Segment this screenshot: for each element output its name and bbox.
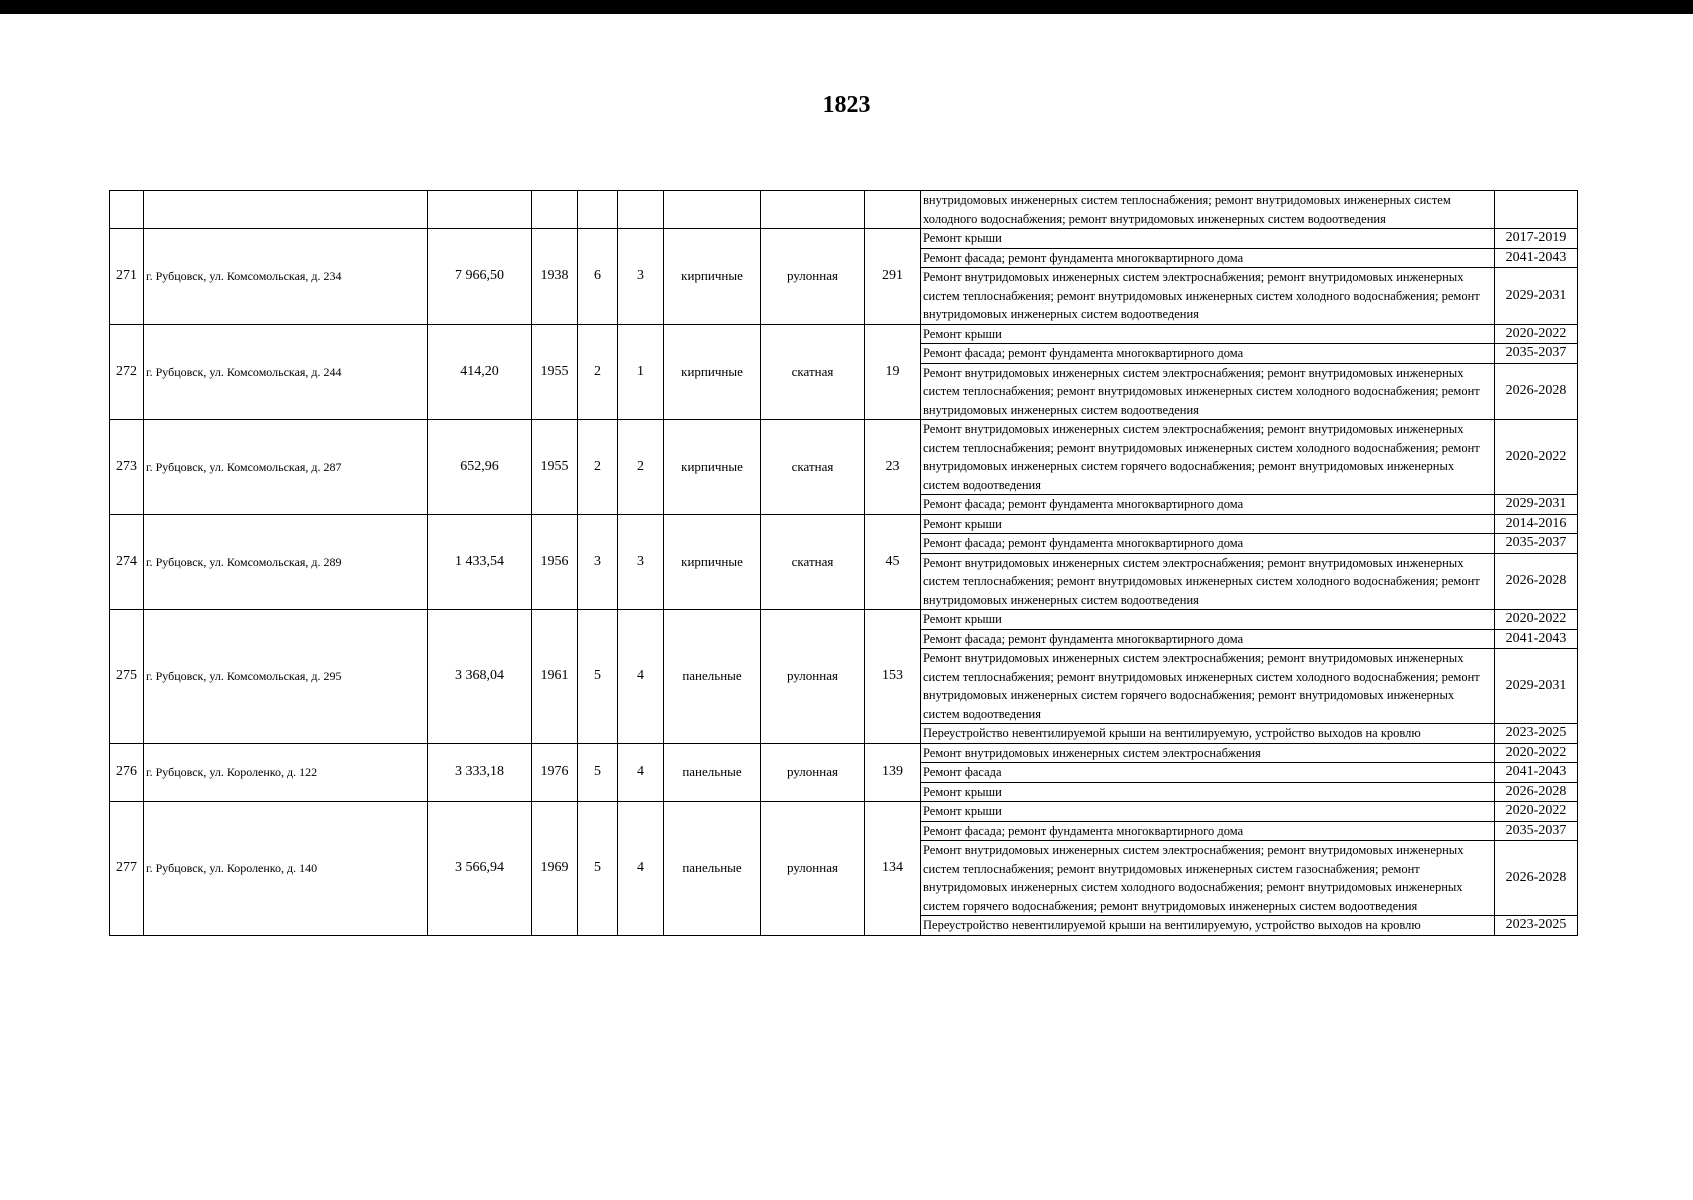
- work-period: 2026-2028: [1495, 363, 1578, 420]
- work-description: Ремонт крыши: [921, 514, 1495, 534]
- work-description: Ремонт крыши: [921, 324, 1495, 344]
- wall-material: кирпичные: [664, 420, 761, 515]
- wall-material: кирпичные: [664, 324, 761, 420]
- row-number: 275: [110, 610, 144, 744]
- work-period: 2020-2022: [1495, 743, 1578, 763]
- build-year: 1976: [532, 743, 578, 802]
- work-description: Ремонт крыши: [921, 229, 1495, 249]
- work-description: Ремонт внутридомовых инженерных систем электроснабжения: [921, 743, 1495, 763]
- row-number: 273: [110, 420, 144, 515]
- total-area: 3 566,94: [428, 802, 532, 936]
- work-description: Ремонт внутридомовых инженерных систем электроснабжения; ремонт внутридомовых инженерных систем теплоснабжения; ремонт внутридомовых инженерных систем холодного водоснабжения; ремонт внутридомовых инженерных систем водоотведения: [921, 363, 1495, 420]
- total-area: 3 368,04: [428, 610, 532, 744]
- address: г. Рубцовск, ул. Комсомольская, д. 244: [144, 324, 428, 420]
- scan-top-border: [0, 0, 1693, 14]
- residents-count: 153: [865, 610, 921, 744]
- row-number: 277: [110, 802, 144, 936]
- table-row: [110, 610, 1578, 630]
- repair-program-table: [109, 190, 1578, 936]
- entrances-count: 2: [618, 420, 664, 515]
- empty-cell: [144, 191, 428, 229]
- residents-count: 139: [865, 743, 921, 802]
- row-number: 274: [110, 514, 144, 610]
- residents-count: 45: [865, 514, 921, 610]
- build-year: 1956: [532, 514, 578, 610]
- work-description: Переустройство невентилируемой крыши на вентилируемую, устройство выходов на кровлю: [921, 724, 1495, 744]
- work-description: Ремонт внутридомовых инженерных систем электроснабжения; ремонт внутридомовых инженерных систем теплоснабжения; ремонт внутридомовых инженерных систем холодного водоснабжения; ремонт внутридомовых инженерных систем водоотведения: [921, 268, 1495, 325]
- row-number: 276: [110, 743, 144, 802]
- work-description: Ремонт внутридомовых инженерных систем электроснабжения; ремонт внутридомовых инженерных систем теплоснабжения; ремонт внутридомовых инженерных систем холодного водоснабжения; ремонт внутридомовых инженерных систем горячего водоснабжения; ремонт внутридомовых инженерных систем водоотведения: [921, 420, 1495, 495]
- work-description: Ремонт фасада; ремонт фундамента многоквартирного дома: [921, 821, 1495, 841]
- table-row-continuation: [110, 191, 1578, 229]
- work-description: внутридомовых инженерных систем теплоснабжения; ремонт внутридомовых инженерных систем холодного водоснабжения; ремонт внутридомовых инженерных систем водоотведения: [921, 191, 1495, 229]
- empty-cell: [428, 191, 532, 229]
- roof-type: рулонная: [761, 229, 865, 325]
- work-description: Ремонт внутридомовых инженерных систем электроснабжения; ремонт внутридомовых инженерных систем теплоснабжения; ремонт внутридомовых инженерных систем газоснабжения; ремонт внутридомовых инженерных систем холодного водоснабжения; ремонт внутридомовых инженерных систем горячего водоснабжения; ремонт внутридомовых инженерных систем водоотведения: [921, 841, 1495, 916]
- residents-count: 19: [865, 324, 921, 420]
- work-period: 2035-2037: [1495, 534, 1578, 554]
- page-number: 1823: [822, 92, 871, 118]
- total-area: 3 333,18: [428, 743, 532, 802]
- work-period: 2029-2031: [1495, 268, 1578, 325]
- work-period: 2026-2028: [1495, 841, 1578, 916]
- address: г. Рубцовск, ул. Короленко, д. 140: [144, 802, 428, 936]
- entrances-count: 3: [618, 229, 664, 325]
- address: г. Рубцовск, ул. Комсомольская, д. 289: [144, 514, 428, 610]
- total-area: 7 966,50: [428, 229, 532, 325]
- empty-cell: [865, 191, 921, 229]
- work-description: Ремонт внутридомовых инженерных систем электроснабжения; ремонт внутридомовых инженерных систем теплоснабжения; ремонт внутридомовых инженерных систем холодного водоснабжения; ремонт внутридомовых инженерных систем горячего водоснабжения; ремонт внутридомовых инженерных систем водоотведения: [921, 649, 1495, 724]
- empty-cell: [532, 191, 578, 229]
- table-row: [110, 743, 1578, 763]
- work-description: Ремонт фасада; ремонт фундамента многоквартирного дома: [921, 344, 1495, 364]
- roof-type: скатная: [761, 324, 865, 420]
- work-description: Ремонт крыши: [921, 610, 1495, 630]
- residents-count: 23: [865, 420, 921, 515]
- floors-count: 5: [578, 802, 618, 936]
- work-period: 2026-2028: [1495, 782, 1578, 802]
- address: г. Рубцовск, ул. Комсомольская, д. 287: [144, 420, 428, 515]
- total-area: 1 433,54: [428, 514, 532, 610]
- wall-material: кирпичные: [664, 514, 761, 610]
- wall-material: панельные: [664, 610, 761, 744]
- work-period: 2020-2022: [1495, 802, 1578, 822]
- floors-count: 5: [578, 610, 618, 744]
- table-body: [110, 191, 1578, 936]
- work-description: Ремонт крыши: [921, 802, 1495, 822]
- work-period: 2035-2037: [1495, 344, 1578, 364]
- residents-count: 134: [865, 802, 921, 936]
- work-period: 2029-2031: [1495, 649, 1578, 724]
- entrances-count: 1: [618, 324, 664, 420]
- build-year: 1955: [532, 324, 578, 420]
- work-period: 2041-2043: [1495, 763, 1578, 783]
- floors-count: 5: [578, 743, 618, 802]
- work-description: Ремонт фасада; ремонт фундамента многоквартирного дома: [921, 495, 1495, 515]
- work-period: 2017-2019: [1495, 229, 1578, 249]
- table-row: [110, 324, 1578, 344]
- roof-type: рулонная: [761, 743, 865, 802]
- work-period: 2014-2016: [1495, 514, 1578, 534]
- entrances-count: 4: [618, 743, 664, 802]
- build-year: 1969: [532, 802, 578, 936]
- floors-count: 3: [578, 514, 618, 610]
- row-number: 272: [110, 324, 144, 420]
- build-year: 1961: [532, 610, 578, 744]
- floors-count: 6: [578, 229, 618, 325]
- empty-cell: [110, 191, 144, 229]
- total-area: 414,20: [428, 324, 532, 420]
- work-period: 2035-2037: [1495, 821, 1578, 841]
- roof-type: рулонная: [761, 802, 865, 936]
- work-period: 2041-2043: [1495, 629, 1578, 649]
- empty-cell: [761, 191, 865, 229]
- entrances-count: 3: [618, 514, 664, 610]
- total-area: 652,96: [428, 420, 532, 515]
- build-year: 1938: [532, 229, 578, 325]
- roof-type: рулонная: [761, 610, 865, 744]
- work-description: Ремонт фасада; ремонт фундамента многоквартирного дома: [921, 629, 1495, 649]
- work-period: 2023-2025: [1495, 916, 1578, 936]
- work-period: 2026-2028: [1495, 553, 1578, 610]
- work-description: Переустройство невентилируемой крыши на вентилируемую, устройство выходов на кровлю: [921, 916, 1495, 936]
- work-period: 2020-2022: [1495, 324, 1578, 344]
- row-number: 271: [110, 229, 144, 325]
- work-period: 2020-2022: [1495, 610, 1578, 630]
- roof-type: скатная: [761, 514, 865, 610]
- work-period: [1495, 191, 1578, 229]
- table-row: [110, 802, 1578, 822]
- address: г. Рубцовск, ул. Комсомольская, д. 234: [144, 229, 428, 325]
- roof-type: скатная: [761, 420, 865, 515]
- address: г. Рубцовск, ул. Комсомольская, д. 295: [144, 610, 428, 744]
- floors-count: 2: [578, 420, 618, 515]
- empty-cell: [664, 191, 761, 229]
- address: г. Рубцовск, ул. Короленко, д. 122: [144, 743, 428, 802]
- empty-cell: [618, 191, 664, 229]
- work-period: 2029-2031: [1495, 495, 1578, 515]
- work-period: 2041-2043: [1495, 248, 1578, 268]
- residents-count: 291: [865, 229, 921, 325]
- work-description: Ремонт крыши: [921, 782, 1495, 802]
- table-row: [110, 229, 1578, 249]
- work-description: Ремонт фасада; ремонт фундамента многоквартирного дома: [921, 248, 1495, 268]
- wall-material: панельные: [664, 743, 761, 802]
- floors-count: 2: [578, 324, 618, 420]
- work-description: Ремонт внутридомовых инженерных систем электроснабжения; ремонт внутридомовых инженерных систем теплоснабжения; ремонт внутридомовых инженерных систем холодного водоснабжения; ремонт внутридомовых инженерных систем водоотведения: [921, 553, 1495, 610]
- work-description: Ремонт фасада; ремонт фундамента многоквартирного дома: [921, 534, 1495, 554]
- entrances-count: 4: [618, 802, 664, 936]
- work-period: 2020-2022: [1495, 420, 1578, 495]
- work-description: Ремонт фасада: [921, 763, 1495, 783]
- wall-material: кирпичные: [664, 229, 761, 325]
- build-year: 1955: [532, 420, 578, 515]
- wall-material: панельные: [664, 802, 761, 936]
- table-row: [110, 514, 1578, 534]
- entrances-count: 4: [618, 610, 664, 744]
- table-row: [110, 420, 1578, 495]
- empty-cell: [578, 191, 618, 229]
- work-period: 2023-2025: [1495, 724, 1578, 744]
